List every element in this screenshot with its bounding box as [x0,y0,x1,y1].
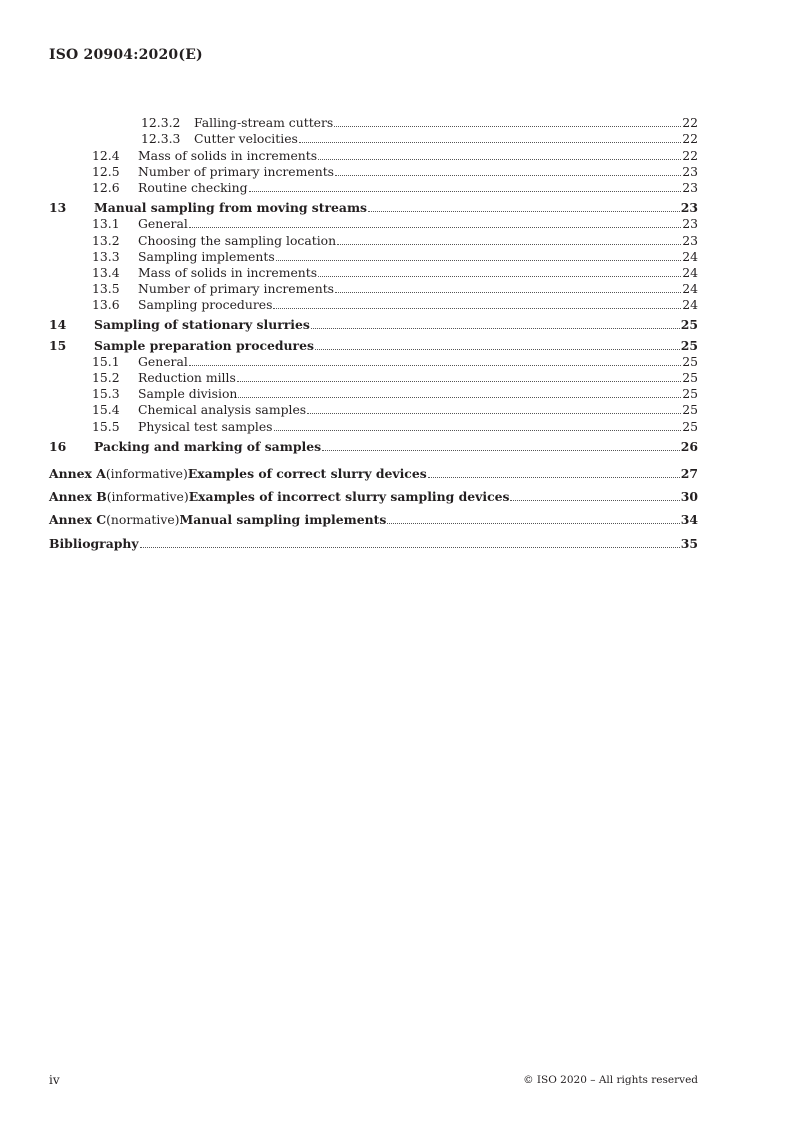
toc-entry[interactable] [49,280,698,296]
toc-entry-page: 25 [680,317,698,333]
toc-entry-number: 15.5 [92,418,120,434]
toc-entry-title: General [138,216,188,232]
toc-entry[interactable] [49,146,698,162]
toc-entry[interactable] [49,179,698,195]
dot-leader [318,275,681,277]
annex-page: 35 [680,535,698,551]
toc-entry[interactable] [49,114,698,130]
toc-entry-title: Sample division [138,386,238,402]
dot-leader [387,522,679,524]
toc-entry-page: 26 [680,438,698,454]
toc-annex-entry[interactable] [49,458,698,481]
toc-entry-page: 25 [682,353,698,369]
toc-entry-page: 23 [682,232,698,248]
toc-entry-title: Routine checking [138,179,248,195]
toc-entry-number: 14 [49,317,67,333]
toc-entry-page: 22 [682,131,698,147]
toc-entry-title: Sampling procedures [138,297,273,313]
page-number: iv [49,1073,60,1087]
dot-leader [307,412,681,414]
toc-entry[interactable] [49,264,698,280]
toc-entry-page: 25 [682,370,698,385]
toc-entry-number: 13.1 [92,216,120,232]
toc-entry[interactable] [49,199,698,215]
toc-entry-page: 25 [682,402,698,418]
annex-qualifier: (informative) [106,489,189,505]
dot-leader [334,125,681,127]
toc-entry-title: Cutter velocities [194,131,298,147]
dot-leader [322,449,680,451]
dot-leader [335,174,681,176]
toc-entry-title: Sampling of stationary slurries [94,317,310,333]
toc-entry[interactable] [49,215,698,231]
toc-entry-number: 13.6 [92,297,120,313]
toc-entry-title: Physical test samples [138,418,273,434]
dot-leader [335,291,681,293]
annex-title: Examples of incorrect slurry sampling devices [188,489,510,505]
toc-entry[interactable] [49,401,698,417]
toc-entry[interactable] [49,130,698,146]
toc-entry-title: Falling-stream cutters [194,115,334,131]
toc-entry-page: 23 [682,179,698,195]
toc-entry-number: 13.3 [92,248,120,264]
dot-leader [274,429,682,431]
toc-entry-title: Manual sampling from moving streams [94,200,368,216]
annex-title: Manual sampling implements [179,512,387,528]
toc-entry-title: Number of primary increments [138,163,335,179]
document-id: ISO 20904:2020(E) [49,47,203,63]
dot-leader [510,499,679,501]
toc-entry-number: 15 [49,337,67,353]
toc-entry-title: Chemical analysis samples [138,402,307,418]
toc-entry[interactable] [49,316,698,332]
toc-entry-page: 22 [682,147,698,163]
toc-entry-page: 24 [682,264,698,280]
toc-entry[interactable] [49,163,698,179]
toc-entry-title: Mass of solids in increments [138,264,318,280]
copyright-notice: © ISO 2020 – All rights reserved [523,1074,698,1086]
toc-entry-page: 23 [682,163,698,179]
toc-entry-title: Sampling implements [138,248,275,264]
toc-entry-number: 15.3 [92,386,120,402]
toc-entry[interactable] [49,385,698,401]
toc-entry-page: 24 [682,281,698,297]
toc-entry-title: Packing and marking of samples [94,438,322,454]
annex-page: 30 [680,489,698,505]
toc-entry-number: 12.3.3 [141,131,181,147]
annex-label: Annex C [49,512,107,528]
dot-leader [299,141,681,143]
toc-annex-entry[interactable] [49,527,698,550]
dot-leader [249,190,682,192]
toc-entry-number: 12.3.2 [141,115,181,131]
annex-label: Annex B [49,489,107,505]
toc-entry-number: 13.4 [92,264,120,280]
toc-entry-number: 15.4 [92,402,120,418]
toc-entry-title: Number of primary increments [138,281,335,297]
toc-entry-number: 12.4 [92,147,120,163]
dot-leader [273,307,681,309]
toc-entry-page: 22 [682,115,698,131]
toc-entry[interactable] [49,296,698,312]
dot-leader [311,327,680,329]
annex-qualifier: (informative) [105,465,188,481]
toc-entry-title: Mass of solids in increments [138,147,318,163]
toc-entry-page: 24 [682,248,698,264]
dot-leader [315,348,680,350]
toc-entry-page: 23 [680,200,698,216]
toc-entry-page: 23 [682,216,698,232]
toc-entry-page: 25 [682,418,698,434]
toc-entry-number: 13 [49,200,67,216]
dot-leader [318,158,681,160]
toc-entry[interactable] [49,231,698,247]
toc-entry-title: Reduction mills [138,370,236,385]
toc-entry-page: 25 [680,337,698,353]
dot-leader [428,476,680,478]
annex-label: Annex A [49,465,106,481]
toc-entry-page: 25 [682,386,698,402]
dot-leader [140,546,680,548]
toc-entry[interactable] [49,248,698,264]
dot-leader [368,210,680,212]
toc-entry-title: Choosing the sampling location [138,232,337,248]
dot-leader [337,243,681,245]
dot-leader [189,364,681,366]
annex-page: 34 [680,512,698,528]
annex-page: 27 [680,465,698,481]
toc-entry-number: 15.1 [92,353,120,369]
annex-label: Bibliography [49,535,139,551]
toc-entry[interactable] [49,417,698,433]
annex-qualifier: (normative) [106,512,180,528]
annex-title: Examples of correct slurry devices [187,465,427,481]
toc-entry[interactable] [49,353,698,369]
toc-entry[interactable] [49,336,698,352]
toc-entry-title: General [138,353,188,369]
dot-leader [237,380,681,382]
toc-entry-number: 15.2 [92,370,120,385]
toc-entry-title: Sample preparation procedures [94,337,314,353]
toc-entry[interactable] [49,438,698,454]
toc-entry-number: 13.2 [92,232,120,248]
toc-entry-page: 24 [682,297,698,313]
table-of-contents [49,114,698,551]
toc-annex-entry[interactable] [49,504,698,527]
toc-entry[interactable] [49,369,698,385]
toc-entry-number: 12.6 [92,179,120,195]
toc-entry-number: 12.5 [92,163,120,179]
toc-annex-entry[interactable] [49,481,698,504]
dot-leader [276,259,682,261]
dot-leader [238,396,681,398]
toc-entry-number: 16 [49,438,67,454]
toc-entry-number: 13.5 [92,281,120,297]
dot-leader [189,226,681,228]
